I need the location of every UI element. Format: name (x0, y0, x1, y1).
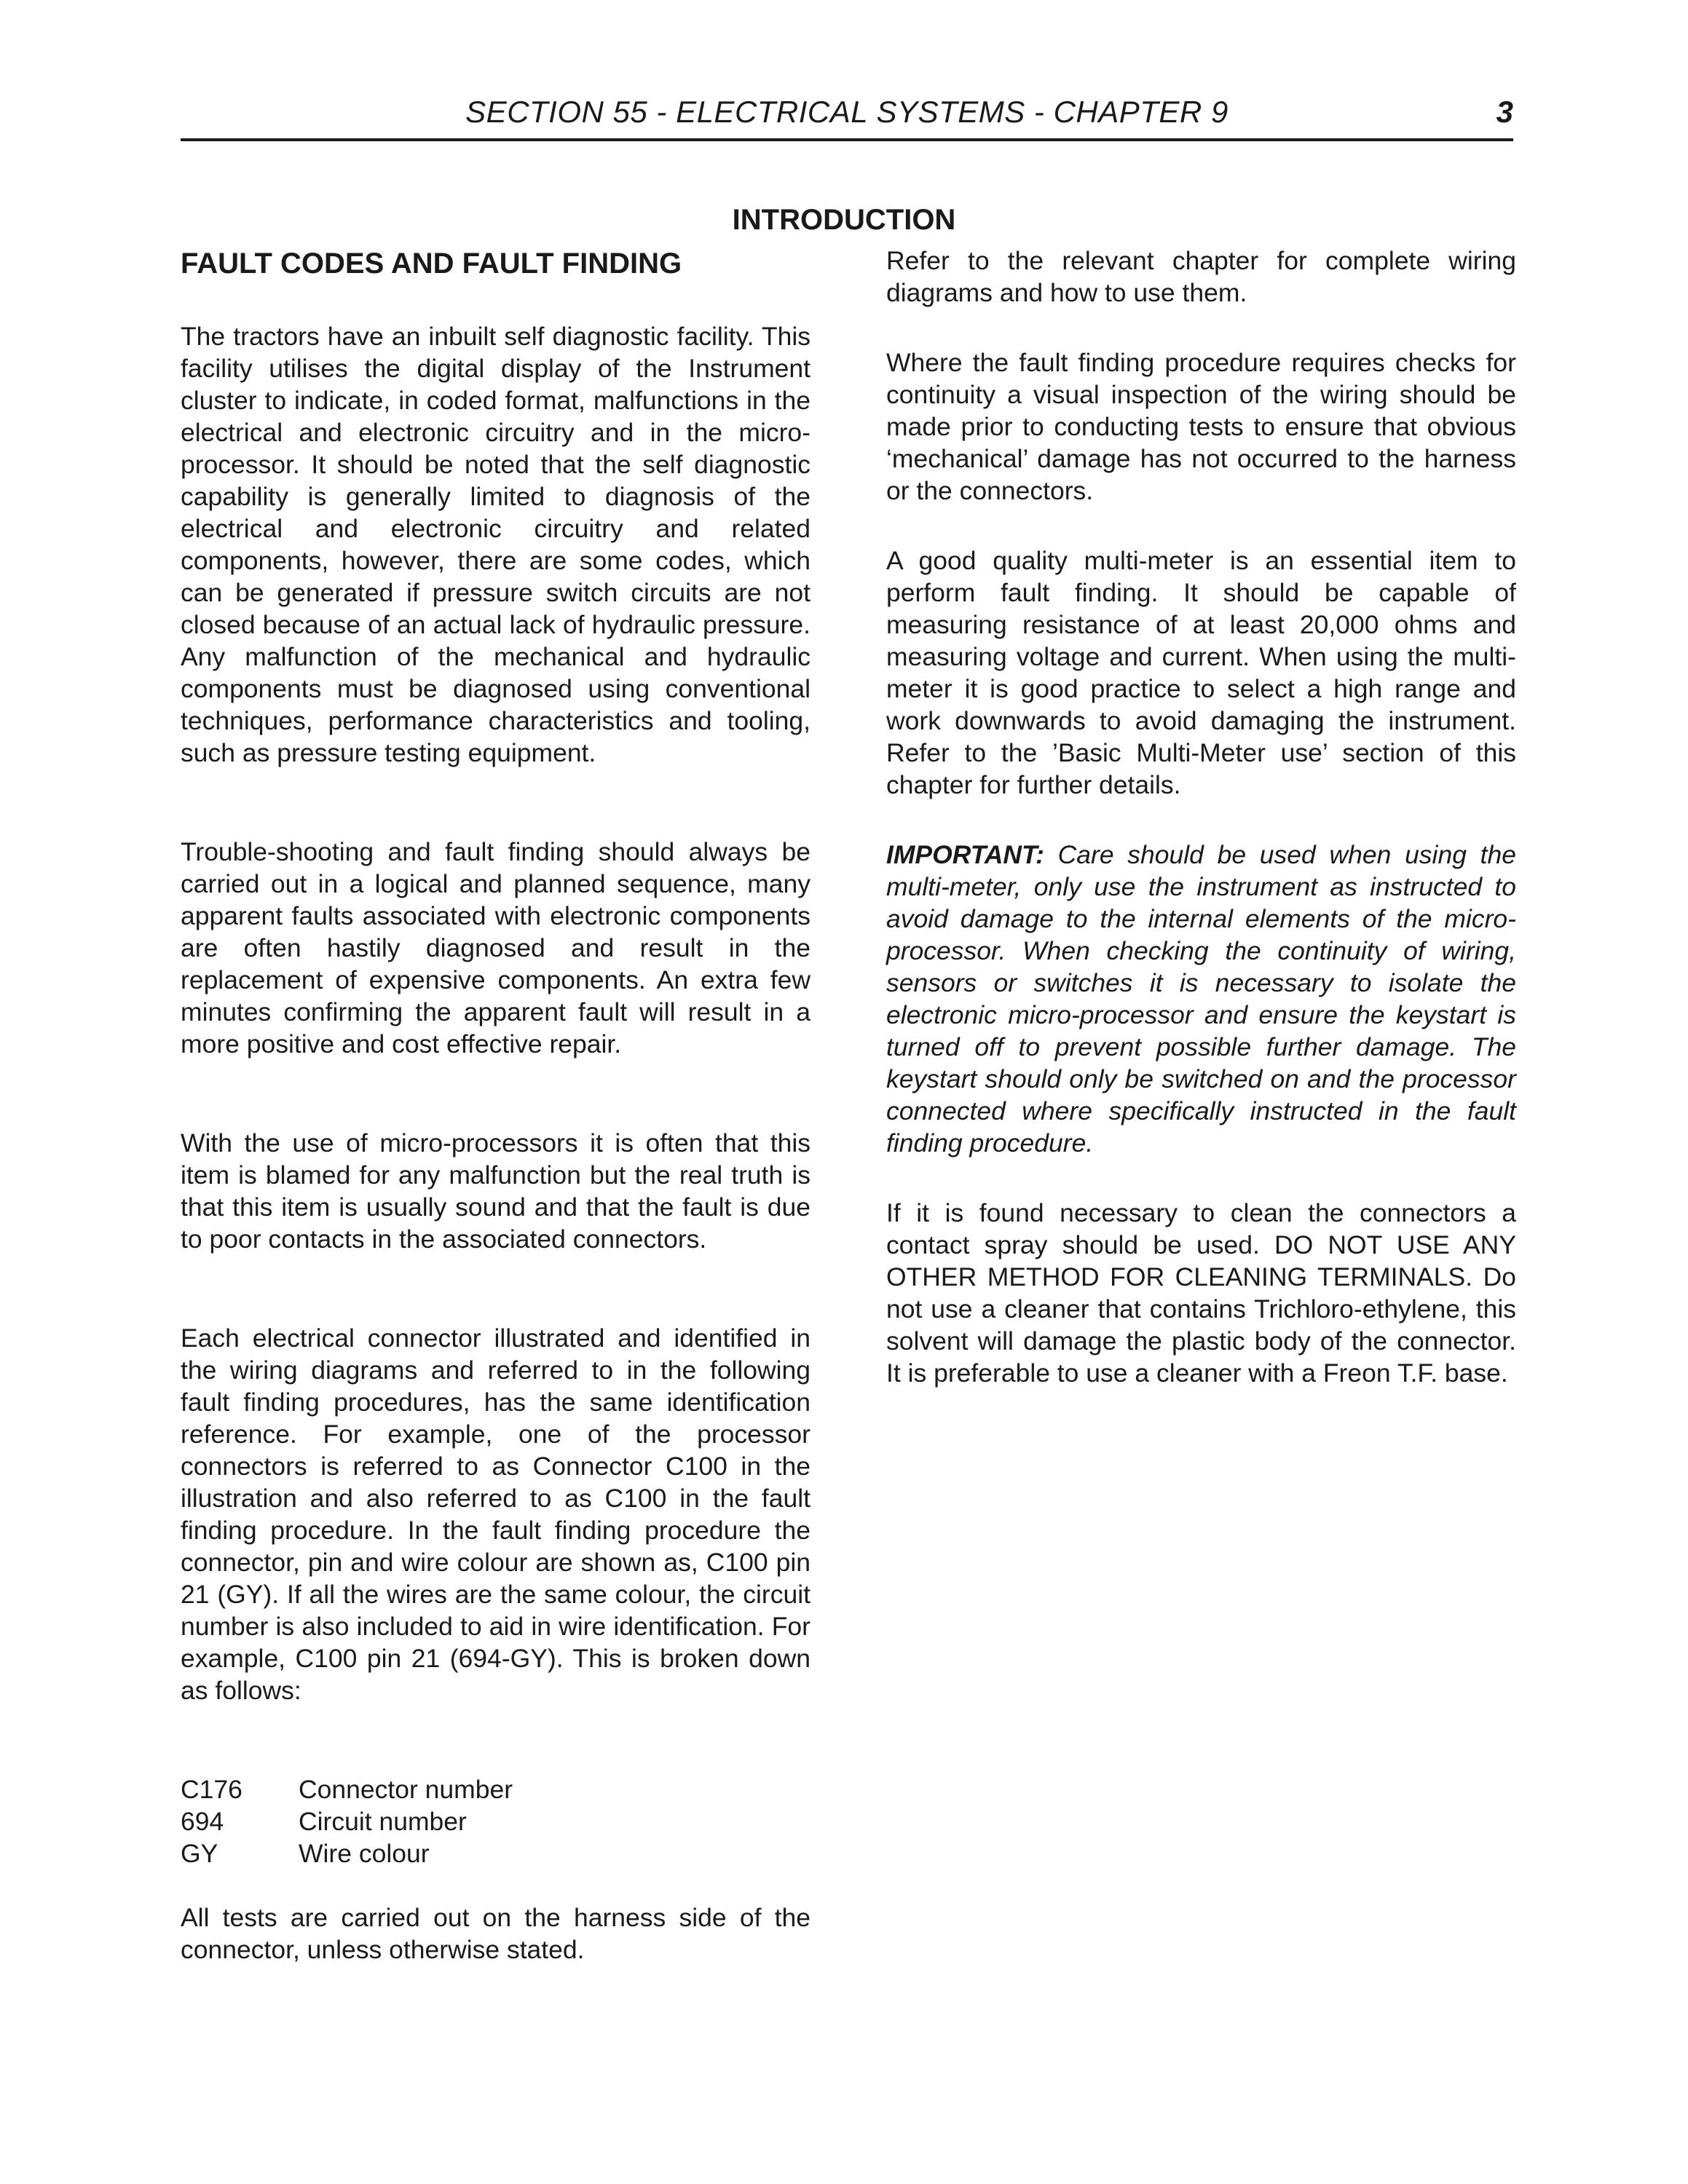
paragraph-multi-meter: A good quality multi-meter is an essential item to perform fault finding. It should be capable of measuring resistance of at least 20,000 ohms and measuring voltage and current. When using the multi-meter it is good practice to select a high range and work downwards to avoid damaging the instrument. Refer to the ’Basic Multi-Meter use’ section of this chapter for further details. (886, 546, 1516, 799)
fault-codes-heading: FAULT CODES AND FAULT FINDING (181, 248, 682, 280)
important-note (886, 839, 1516, 1159)
page-header (181, 95, 1513, 141)
important-label: IMPORTANT: (886, 840, 1044, 869)
left-column (181, 245, 811, 1966)
definition-code: 694 (181, 1807, 224, 1836)
definition-code: GY (181, 1839, 218, 1868)
section-title: SECTION 55 - ELECTRICAL SYSTEMS - CHAPTER 9 (465, 95, 1228, 129)
introduction-heading: INTRODUCTION (732, 204, 956, 236)
paragraph-connector-identification: Each electrical connector illustrated and identified in the wiring diagrams and referred to in the following fault finding procedures, has the same identification reference. For example, one of the processor connectors is referred to as Connector C100 in the illustration and also referred to as C100 in the fault finding procedure. In the fault finding procedure the connector, pin and wire colour are shown as, C100 pin 21 (GY). If all the wires are the same colour, the circuit number is also included to aid in wire identification. For example, C100 pin 21 (694-GY). This is broken down as follows: (181, 1324, 811, 1705)
paragraph-micro-processors: With the use of micro-processors it is often that this item is blamed for any malfunction but the real truth is that this item is usually sound and that the fault is due to poor contacts in the associated connectors. (181, 1128, 811, 1254)
page-number: 3 (1496, 95, 1513, 129)
definition-meaning: Connector number (299, 1775, 513, 1804)
important-text: Care should be used when using the multi-meter, only use the instrument as instructed to avoid damage to the internal elements of the micro-processor. When checking the continuity of wiring, sensors or switches it is necessary to isolate the electronic micro-processor and ensure the keystart is turned off to prevent possible further damage. The keystart should only be switched on and the processor connected where specifically instructed in the fault finding procedure. (886, 840, 1516, 1158)
paragraph-wiring-diagrams: Refer to the relevant chapter for complete wiring diagrams and how to use them. (886, 246, 1516, 307)
paragraph-trouble-shooting: Trouble-shooting and fault finding should always be carried out in a logical and planned sequence, many apparent faults associated with electronic components are often hastily diagnosed and result in the replacement of expensive components. An extra few minutes confirming the apparent fault will result in a more positive and cost effective repair. (181, 837, 811, 1059)
definition-row (181, 1805, 811, 1837)
paragraph-cleaning-connectors: If it is found necessary to clean the connectors a contact spray should be used. DO NOT USE ANY OTHER METHOD FOR CLEANING TERMINALS. Do not use a cleaner that contains Trichloro-ethylene, this solvent will damage the plastic body of the connector. It is preferable to use a cleaner with a Freon T.F. base. (886, 1198, 1516, 1388)
paragraph-visual-inspection: Where the fault finding procedure requires checks for continuity a visual inspection of the wiring should be made prior to conducting tests to ensure that obvious ‘mechanical’ damage has not occurred to the harness or the connectors. (886, 348, 1516, 505)
definition-row (181, 1773, 811, 1805)
definition-meaning: Wire colour (299, 1839, 430, 1868)
paragraph-harness-side-tests: All tests are carried out on the harness side of the connector, unless otherwise stated. (181, 1903, 811, 1964)
right-column (886, 245, 1516, 1389)
definition-meaning: Circuit number (299, 1807, 467, 1836)
definition-row (181, 1837, 811, 1870)
paragraph-self-diagnostic: The tractors have an inbuilt self diagnostic facility. This facility utilises the digital display of the Instrument cluster to indicate, in coded format, malfunctions in the electrical and electronic circuitry and in the micro-processor. It should be noted that the self diagnostic capability is generally limited to diagnosis of the electrical and electronic circuitry and related components, however, there are some codes, which can be generated if pressure switch circuits are not closed because of an actual lack of hydraulic pressure. Any malfunction of the mechanical and hydraulic components must be diagnosed using conventional techniques, performance characteristics and tooling, such as pressure testing equipment. (181, 322, 811, 767)
connector-code-breakdown (181, 1773, 811, 1870)
definition-code: C176 (181, 1775, 242, 1804)
